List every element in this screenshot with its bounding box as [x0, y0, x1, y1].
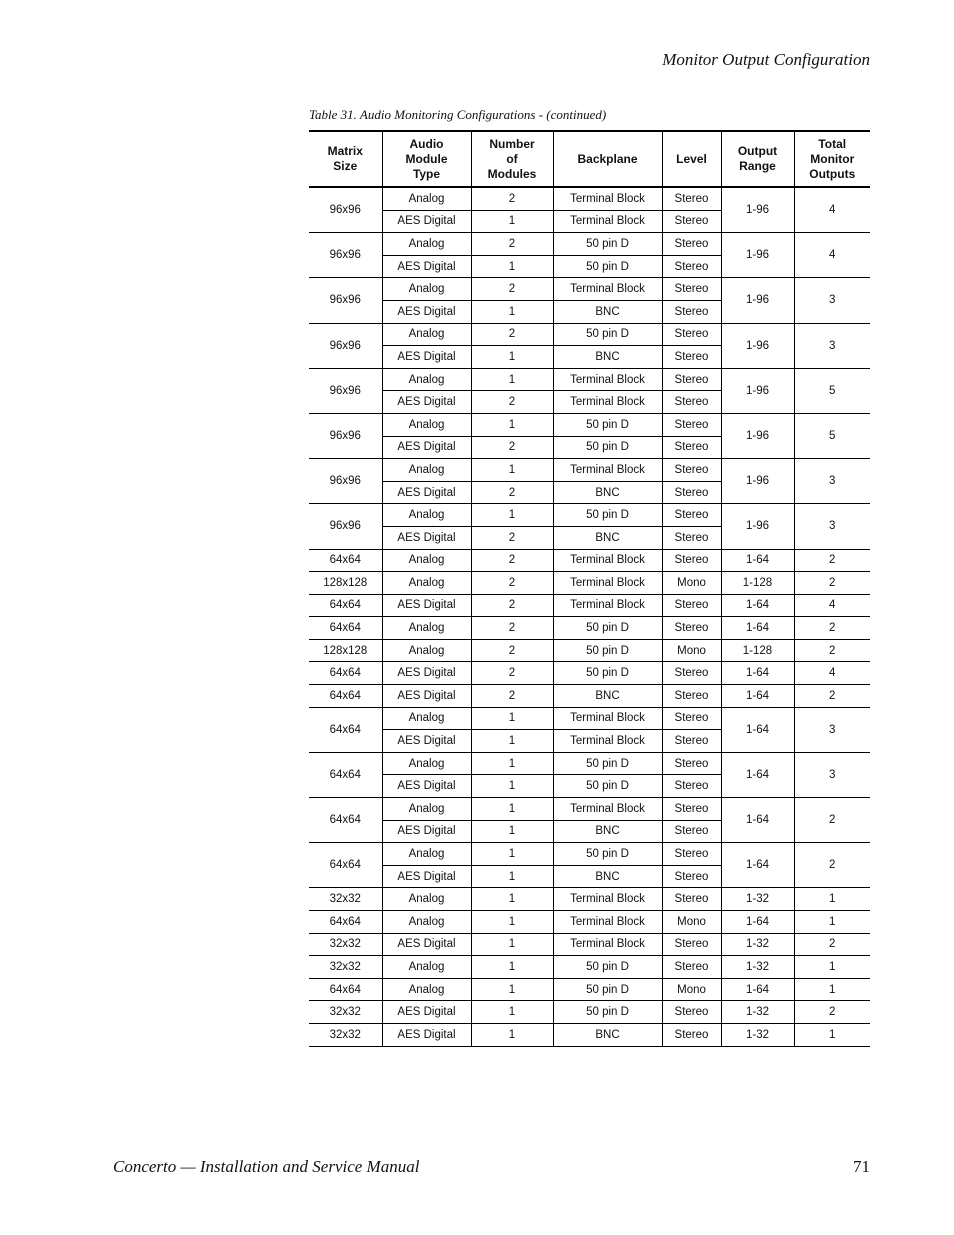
col-header-number-of-modules: Number of Modules: [471, 131, 553, 187]
output-range-cell: 1-64: [721, 617, 794, 640]
level-cell: Stereo: [662, 526, 721, 549]
audio-monitoring-table-container: [309, 130, 870, 1047]
backplane-cell: 50 pin D: [553, 413, 662, 436]
module-type-cell: Analog: [382, 323, 471, 346]
matrix-size-cell: 96x96: [309, 187, 382, 233]
backplane-cell: 50 pin D: [553, 978, 662, 1001]
module-type-cell: AES Digital: [382, 775, 471, 798]
total-monitor-outputs-cell: 2: [794, 617, 870, 640]
module-count-cell: 2: [471, 323, 553, 346]
total-monitor-outputs-cell: 2: [794, 933, 870, 956]
table-row: [309, 798, 870, 821]
col-header-total-monitor-outputs: Total Monitor Outputs: [794, 131, 870, 187]
backplane-cell: Terminal Block: [553, 730, 662, 753]
backplane-cell: BNC: [553, 820, 662, 843]
module-count-cell: 2: [471, 549, 553, 572]
module-count-cell: 1: [471, 707, 553, 730]
backplane-cell: 50 pin D: [553, 504, 662, 527]
matrix-size-cell: 96x96: [309, 278, 382, 323]
module-type-cell: Analog: [382, 549, 471, 572]
backplane-cell: BNC: [553, 481, 662, 504]
backplane-cell: Terminal Block: [553, 707, 662, 730]
module-count-cell: 2: [471, 572, 553, 595]
backplane-cell: 50 pin D: [553, 662, 662, 685]
output-range-cell: 1-32: [721, 933, 794, 956]
backplane-cell: BNC: [553, 346, 662, 369]
total-monitor-outputs-cell: 1: [794, 911, 870, 934]
matrix-size-cell: 64x64: [309, 843, 382, 888]
module-count-cell: 1: [471, 911, 553, 934]
level-cell: Stereo: [662, 662, 721, 685]
level-cell: Stereo: [662, 730, 721, 753]
level-cell: Stereo: [662, 481, 721, 504]
level-cell: Mono: [662, 978, 721, 1001]
output-range-cell: 1-64: [721, 843, 794, 888]
level-cell: Stereo: [662, 323, 721, 346]
module-type-cell: AES Digital: [382, 820, 471, 843]
total-monitor-outputs-cell: 1: [794, 888, 870, 911]
module-count-cell: 2: [471, 481, 553, 504]
matrix-size-cell: 64x64: [309, 594, 382, 617]
module-count-cell: 1: [471, 300, 553, 323]
module-type-cell: AES Digital: [382, 436, 471, 459]
table-row: [309, 978, 870, 1001]
matrix-size-cell: 64x64: [309, 752, 382, 797]
matrix-size-cell: 64x64: [309, 617, 382, 640]
audio-monitoring-table: [309, 130, 870, 1047]
output-range-cell: 1-96: [721, 278, 794, 323]
backplane-cell: Terminal Block: [553, 911, 662, 934]
level-cell: Stereo: [662, 504, 721, 527]
backplane-cell: BNC: [553, 865, 662, 888]
module-count-cell: 2: [471, 662, 553, 685]
table-row: [309, 707, 870, 730]
module-type-cell: Analog: [382, 504, 471, 527]
module-type-cell: Analog: [382, 752, 471, 775]
table-row: [309, 323, 870, 346]
backplane-cell: Terminal Block: [553, 572, 662, 595]
output-range-cell: 1-96: [721, 504, 794, 549]
total-monitor-outputs-cell: 3: [794, 459, 870, 504]
module-type-cell: Analog: [382, 278, 471, 301]
table-row: [309, 639, 870, 662]
table-row: [309, 572, 870, 595]
level-cell: Stereo: [662, 775, 721, 798]
module-count-cell: 1: [471, 933, 553, 956]
module-type-cell: AES Digital: [382, 300, 471, 323]
module-count-cell: 1: [471, 752, 553, 775]
level-cell: Stereo: [662, 933, 721, 956]
output-range-cell: 1-32: [721, 1001, 794, 1024]
level-cell: Stereo: [662, 436, 721, 459]
level-cell: Stereo: [662, 255, 721, 278]
module-type-cell: Analog: [382, 798, 471, 821]
module-type-cell: AES Digital: [382, 481, 471, 504]
table-row: [309, 187, 870, 210]
table-row: [309, 685, 870, 708]
module-count-cell: 2: [471, 278, 553, 301]
module-type-cell: Analog: [382, 572, 471, 595]
module-type-cell: AES Digital: [382, 865, 471, 888]
matrix-size-cell: 128x128: [309, 572, 382, 595]
backplane-cell: Terminal Block: [553, 933, 662, 956]
total-monitor-outputs-cell: 3: [794, 278, 870, 323]
output-range-cell: 1-32: [721, 888, 794, 911]
output-range-cell: 1-32: [721, 956, 794, 979]
module-count-cell: 1: [471, 459, 553, 482]
module-count-cell: 2: [471, 594, 553, 617]
module-type-cell: AES Digital: [382, 1023, 471, 1046]
table-row: [309, 843, 870, 866]
module-type-cell: AES Digital: [382, 1001, 471, 1024]
module-type-cell: Analog: [382, 233, 471, 256]
matrix-size-cell: 96x96: [309, 504, 382, 549]
backplane-cell: 50 pin D: [553, 255, 662, 278]
level-cell: Stereo: [662, 707, 721, 730]
output-range-cell: 1-64: [721, 549, 794, 572]
module-count-cell: 2: [471, 436, 553, 459]
total-monitor-outputs-cell: 2: [794, 843, 870, 888]
col-header-level: Level: [662, 131, 721, 187]
level-cell: Stereo: [662, 391, 721, 414]
matrix-size-cell: 96x96: [309, 368, 382, 413]
backplane-cell: Terminal Block: [553, 549, 662, 572]
running-header: Monitor Output Configuration: [662, 50, 870, 69]
module-type-cell: Analog: [382, 911, 471, 934]
backplane-cell: 50 pin D: [553, 617, 662, 640]
table-row: [309, 956, 870, 979]
module-count-cell: 2: [471, 391, 553, 414]
output-range-cell: 1-128: [721, 572, 794, 595]
output-range-cell: 1-96: [721, 413, 794, 458]
level-cell: Mono: [662, 911, 721, 934]
module-type-cell: Analog: [382, 888, 471, 911]
module-count-cell: 1: [471, 775, 553, 798]
module-count-cell: 1: [471, 730, 553, 753]
level-cell: Mono: [662, 572, 721, 595]
level-cell: Stereo: [662, 956, 721, 979]
backplane-cell: Terminal Block: [553, 368, 662, 391]
module-count-cell: 1: [471, 1001, 553, 1024]
module-count-cell: 2: [471, 639, 553, 662]
backplane-cell: BNC: [553, 685, 662, 708]
level-cell: Stereo: [662, 820, 721, 843]
table-row: [309, 459, 870, 482]
output-range-cell: 1-96: [721, 233, 794, 278]
module-type-cell: AES Digital: [382, 255, 471, 278]
table-row: [309, 549, 870, 572]
total-monitor-outputs-cell: 5: [794, 368, 870, 413]
module-type-cell: AES Digital: [382, 662, 471, 685]
total-monitor-outputs-cell: 2: [794, 549, 870, 572]
table-row: [309, 1001, 870, 1024]
backplane-cell: 50 pin D: [553, 775, 662, 798]
level-cell: Stereo: [662, 798, 721, 821]
table-row: [309, 278, 870, 301]
level-cell: Stereo: [662, 888, 721, 911]
output-range-cell: 1-96: [721, 187, 794, 233]
module-type-cell: AES Digital: [382, 210, 471, 233]
module-count-cell: 1: [471, 888, 553, 911]
module-type-cell: Analog: [382, 956, 471, 979]
matrix-size-cell: 64x64: [309, 549, 382, 572]
module-count-cell: 1: [471, 255, 553, 278]
matrix-size-cell: 96x96: [309, 233, 382, 278]
backplane-cell: Terminal Block: [553, 278, 662, 301]
level-cell: Stereo: [662, 1001, 721, 1024]
backplane-cell: Terminal Block: [553, 459, 662, 482]
matrix-size-cell: 32x32: [309, 956, 382, 979]
level-cell: Stereo: [662, 210, 721, 233]
output-range-cell: 1-32: [721, 1023, 794, 1046]
level-cell: Stereo: [662, 300, 721, 323]
total-monitor-outputs-cell: 1: [794, 1023, 870, 1046]
total-monitor-outputs-cell: 2: [794, 639, 870, 662]
backplane-cell: BNC: [553, 300, 662, 323]
module-count-cell: 1: [471, 504, 553, 527]
matrix-size-cell: 96x96: [309, 323, 382, 368]
module-type-cell: Analog: [382, 639, 471, 662]
table-row: [309, 1023, 870, 1046]
module-type-cell: Analog: [382, 978, 471, 1001]
output-range-cell: 1-64: [721, 911, 794, 934]
total-monitor-outputs-cell: 4: [794, 594, 870, 617]
output-range-cell: 1-64: [721, 752, 794, 797]
module-type-cell: AES Digital: [382, 730, 471, 753]
module-type-cell: AES Digital: [382, 526, 471, 549]
total-monitor-outputs-cell: 2: [794, 572, 870, 595]
total-monitor-outputs-cell: 3: [794, 504, 870, 549]
col-header-matrix-size: Matrix Size: [309, 131, 382, 187]
module-count-cell: 1: [471, 843, 553, 866]
module-count-cell: 1: [471, 1023, 553, 1046]
level-cell: Stereo: [662, 233, 721, 256]
matrix-size-cell: 64x64: [309, 707, 382, 752]
col-header-output-range: Output Range: [721, 131, 794, 187]
matrix-size-cell: 32x32: [309, 1001, 382, 1024]
output-range-cell: 1-64: [721, 707, 794, 752]
total-monitor-outputs-cell: 3: [794, 707, 870, 752]
total-monitor-outputs-cell: 4: [794, 187, 870, 233]
total-monitor-outputs-cell: 3: [794, 752, 870, 797]
table-body: [309, 187, 870, 1046]
level-cell: Stereo: [662, 843, 721, 866]
backplane-cell: Terminal Block: [553, 210, 662, 233]
module-type-cell: Analog: [382, 707, 471, 730]
table-row: [309, 594, 870, 617]
table-row: [309, 233, 870, 256]
table-row: [309, 933, 870, 956]
module-type-cell: Analog: [382, 413, 471, 436]
backplane-cell: BNC: [553, 1023, 662, 1046]
matrix-size-cell: 64x64: [309, 911, 382, 934]
table-header-row: [309, 131, 870, 187]
total-monitor-outputs-cell: 2: [794, 798, 870, 843]
total-monitor-outputs-cell: 2: [794, 685, 870, 708]
backplane-cell: 50 pin D: [553, 752, 662, 775]
table-row: [309, 413, 870, 436]
matrix-size-cell: 32x32: [309, 888, 382, 911]
table-row: [309, 662, 870, 685]
matrix-size-cell: 64x64: [309, 685, 382, 708]
module-count-cell: 2: [471, 233, 553, 256]
module-type-cell: Analog: [382, 843, 471, 866]
total-monitor-outputs-cell: 4: [794, 662, 870, 685]
output-range-cell: 1-64: [721, 978, 794, 1001]
module-type-cell: Analog: [382, 187, 471, 210]
backplane-cell: Terminal Block: [553, 187, 662, 210]
matrix-size-cell: 96x96: [309, 413, 382, 458]
total-monitor-outputs-cell: 5: [794, 413, 870, 458]
level-cell: Stereo: [662, 187, 721, 210]
table-caption: Table 31. Audio Monitoring Configurations - (continued): [309, 107, 607, 122]
module-type-cell: AES Digital: [382, 346, 471, 369]
total-monitor-outputs-cell: 4: [794, 233, 870, 278]
module-type-cell: AES Digital: [382, 933, 471, 956]
output-range-cell: 1-128: [721, 639, 794, 662]
module-type-cell: Analog: [382, 368, 471, 391]
level-cell: Stereo: [662, 685, 721, 708]
module-count-cell: 1: [471, 978, 553, 1001]
module-count-cell: 2: [471, 187, 553, 210]
output-range-cell: 1-64: [721, 798, 794, 843]
module-count-cell: 1: [471, 820, 553, 843]
module-count-cell: 2: [471, 526, 553, 549]
backplane-cell: 50 pin D: [553, 323, 662, 346]
module-count-cell: 1: [471, 865, 553, 888]
module-count-cell: 1: [471, 413, 553, 436]
level-cell: Stereo: [662, 752, 721, 775]
matrix-size-cell: 64x64: [309, 662, 382, 685]
output-range-cell: 1-96: [721, 323, 794, 368]
total-monitor-outputs-cell: 2: [794, 1001, 870, 1024]
module-count-cell: 1: [471, 798, 553, 821]
backplane-cell: Terminal Block: [553, 594, 662, 617]
footer-manual-title: Concerto — Installation and Service Manual: [113, 1157, 420, 1176]
backplane-cell: 50 pin D: [553, 1001, 662, 1024]
level-cell: Stereo: [662, 278, 721, 301]
module-count-cell: 1: [471, 210, 553, 233]
output-range-cell: 1-64: [721, 685, 794, 708]
footer-page-number: 71: [853, 1157, 870, 1176]
table-row: [309, 911, 870, 934]
output-range-cell: 1-64: [721, 662, 794, 685]
output-range-cell: 1-96: [721, 368, 794, 413]
module-count-cell: 1: [471, 956, 553, 979]
module-count-cell: 1: [471, 368, 553, 391]
level-cell: Stereo: [662, 413, 721, 436]
module-count-cell: 1: [471, 346, 553, 369]
col-header-audio-module-type: Audio Module Type: [382, 131, 471, 187]
output-range-cell: 1-64: [721, 594, 794, 617]
module-type-cell: AES Digital: [382, 391, 471, 414]
table-row: [309, 368, 870, 391]
table-row: [309, 617, 870, 640]
total-monitor-outputs-cell: 1: [794, 978, 870, 1001]
backplane-cell: Terminal Block: [553, 798, 662, 821]
level-cell: Stereo: [662, 594, 721, 617]
backplane-cell: Terminal Block: [553, 391, 662, 414]
matrix-size-cell: 32x32: [309, 1023, 382, 1046]
level-cell: Stereo: [662, 617, 721, 640]
backplane-cell: Terminal Block: [553, 888, 662, 911]
backplane-cell: 50 pin D: [553, 639, 662, 662]
matrix-size-cell: 96x96: [309, 459, 382, 504]
module-type-cell: Analog: [382, 459, 471, 482]
level-cell: Stereo: [662, 368, 721, 391]
col-header-backplane: Backplane: [553, 131, 662, 187]
table-row: [309, 752, 870, 775]
matrix-size-cell: 128x128: [309, 639, 382, 662]
level-cell: Stereo: [662, 549, 721, 572]
table-row: [309, 888, 870, 911]
backplane-cell: BNC: [553, 526, 662, 549]
module-count-cell: 2: [471, 617, 553, 640]
module-type-cell: AES Digital: [382, 685, 471, 708]
matrix-size-cell: 64x64: [309, 978, 382, 1001]
backplane-cell: 50 pin D: [553, 843, 662, 866]
level-cell: Stereo: [662, 346, 721, 369]
matrix-size-cell: 64x64: [309, 798, 382, 843]
matrix-size-cell: 32x32: [309, 933, 382, 956]
backplane-cell: 50 pin D: [553, 436, 662, 459]
module-type-cell: Analog: [382, 617, 471, 640]
level-cell: Mono: [662, 639, 721, 662]
table-row: [309, 504, 870, 527]
module-type-cell: AES Digital: [382, 594, 471, 617]
total-monitor-outputs-cell: 1: [794, 956, 870, 979]
output-range-cell: 1-96: [721, 459, 794, 504]
level-cell: Stereo: [662, 1023, 721, 1046]
level-cell: Stereo: [662, 865, 721, 888]
level-cell: Stereo: [662, 459, 721, 482]
backplane-cell: 50 pin D: [553, 233, 662, 256]
module-count-cell: 2: [471, 685, 553, 708]
backplane-cell: 50 pin D: [553, 956, 662, 979]
total-monitor-outputs-cell: 3: [794, 323, 870, 368]
